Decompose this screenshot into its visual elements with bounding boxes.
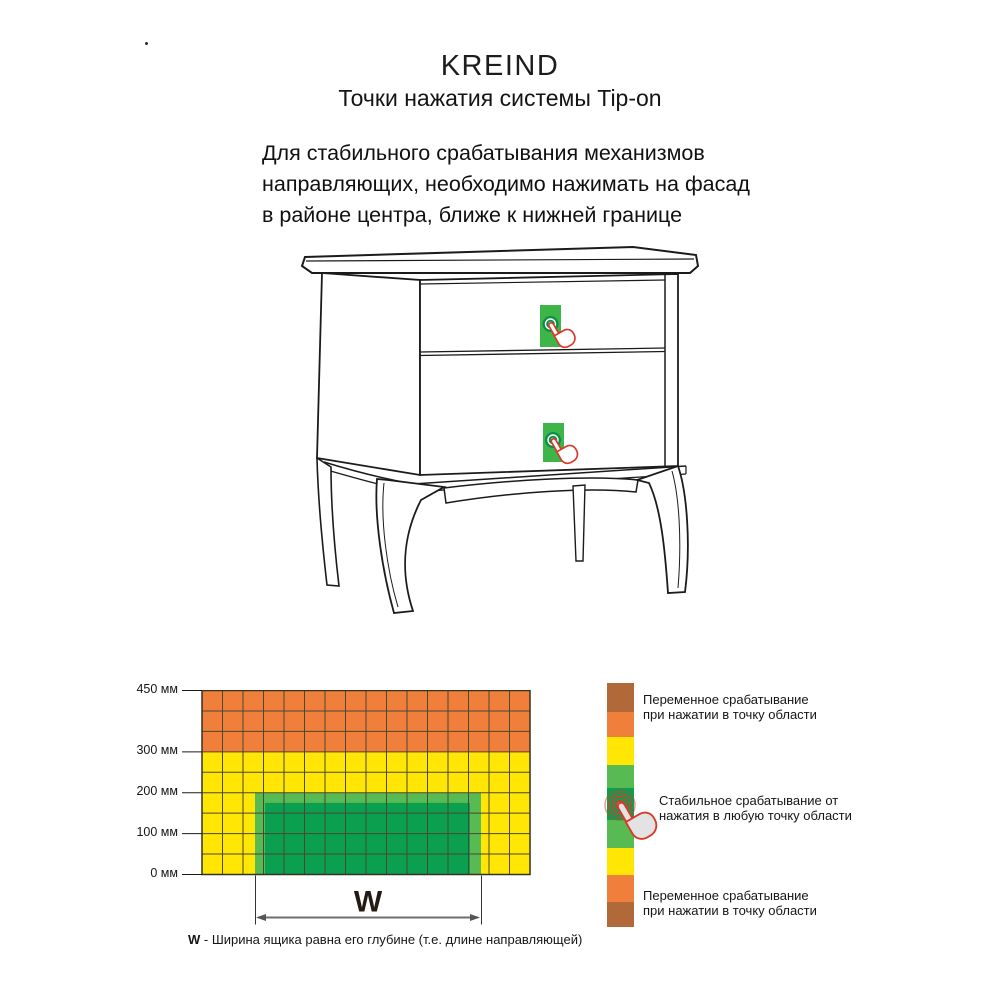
legend-bar-segment-yellow (607, 737, 634, 765)
w-caption (188, 932, 582, 947)
nightstand-body (317, 273, 678, 475)
legend-bar-segment-brown (607, 902, 634, 927)
nightstand-drawing (280, 240, 720, 640)
y-axis-tick-label: 200 мм (136, 784, 178, 799)
legend-bar-segment-orange (607, 875, 634, 902)
legend-item (643, 888, 817, 918)
nightstand-top (302, 247, 698, 273)
legend-bar-segment-orange (607, 712, 634, 737)
legend-text-line: Переменное срабатывание (643, 692, 809, 707)
legend-text-line: при нажатии в точку области (643, 707, 817, 722)
w-dimension-label: W (353, 885, 383, 919)
intro-line: в районе центра, ближе к нижней границе (262, 203, 683, 227)
page-title: KREIND (440, 50, 560, 82)
stray-dot (145, 42, 148, 45)
y-axis-tick-label: 450 мм (136, 682, 178, 696)
legend-text-line: Переменное срабатывание (643, 888, 809, 903)
intro-paragraph (262, 138, 762, 231)
y-axis-tick-label: 100 мм (136, 825, 178, 840)
y-axis-tick-label: 0 мм (150, 866, 178, 880)
w-caption-bold: W (188, 932, 201, 947)
y-axis-tick-label: 300 мм (136, 743, 178, 758)
legend-item (659, 793, 852, 823)
tick-dashes (182, 691, 202, 875)
intro-line: направляющих, необходимо нажимать на фасад (262, 172, 750, 196)
w-caption-text: - Ширина ящика равна его глубине (т.е. длине направляющей) (200, 932, 583, 947)
page-subtitle: Точки нажатия системы Tip-on (338, 85, 662, 111)
legend-press-hand-icon (592, 776, 668, 852)
intro-line: Для стабильного срабатывания механизмов (262, 141, 705, 165)
legend-text-line: Стабильное срабатывание от (659, 793, 839, 808)
legend-bar-segment-yellow (607, 848, 634, 875)
legend-text-line: при нажатии в точку области (643, 903, 817, 918)
zone-stable-actuation-core (265, 803, 470, 875)
legend-bar-segment-brown (607, 683, 634, 712)
legend-item (643, 692, 817, 722)
press-zone-chart (180, 690, 548, 938)
legend-text-line: нажатия в любую точку области (659, 808, 852, 823)
w-dimension (256, 876, 482, 925)
